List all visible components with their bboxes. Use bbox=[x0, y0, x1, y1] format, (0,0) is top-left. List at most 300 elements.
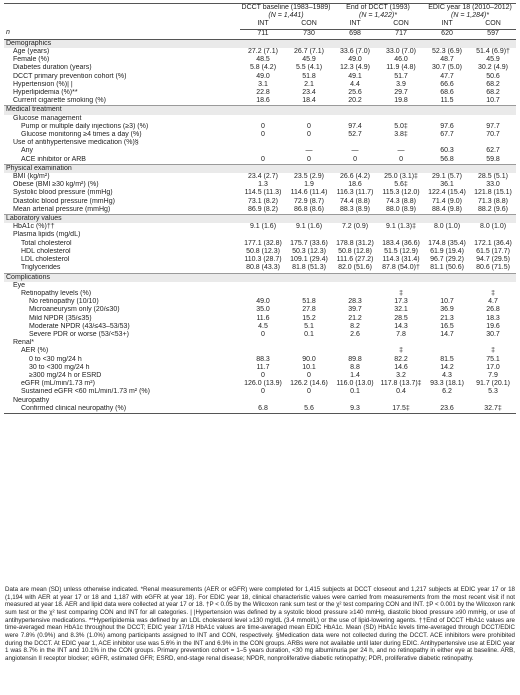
table-cell: 47.7 bbox=[440, 72, 454, 80]
table-cell: 121.8 (15.1) bbox=[474, 189, 512, 197]
table-cell: 18.4 bbox=[302, 97, 316, 105]
n-value: 711 bbox=[240, 29, 286, 39]
table-cell bbox=[378, 282, 424, 290]
table-cell: 10.1 bbox=[302, 363, 316, 371]
table-cell bbox=[332, 231, 378, 239]
table-cell bbox=[424, 290, 470, 298]
table-cell bbox=[286, 282, 332, 290]
table-cell: 66.6 bbox=[440, 80, 454, 88]
table-cell: 17.5‡ bbox=[378, 405, 424, 414]
table-row bbox=[4, 56, 516, 64]
header-group-2 bbox=[424, 4, 516, 21]
table-cell: 12.3 (4.9) bbox=[340, 64, 370, 72]
table-cell: 178.8 (31.2) bbox=[336, 239, 374, 247]
table-cell: 16.5 bbox=[440, 322, 454, 330]
row-label: Confirmed clinical neuropathy (%) bbox=[4, 405, 240, 414]
table-cell: 174.8 (35.4) bbox=[428, 239, 466, 247]
table-cell: 49.0 bbox=[256, 298, 270, 306]
table-cell bbox=[332, 339, 378, 347]
table-cell: 0 bbox=[307, 155, 311, 163]
table-cell: 18.6 bbox=[348, 181, 362, 189]
table-row bbox=[4, 89, 516, 97]
table-cell: 114.5 (11.3) bbox=[244, 189, 282, 197]
table-row bbox=[4, 380, 516, 388]
arm-header: CON bbox=[286, 20, 332, 29]
table-cell: 114.3 (31.4) bbox=[382, 256, 420, 264]
table-cell: 67.7 bbox=[440, 131, 454, 139]
table-cell: 33.0 (7.0) bbox=[386, 48, 416, 56]
table-cell: 20.2 bbox=[348, 97, 362, 105]
row-label: Retinopathy levels (%) bbox=[21, 289, 92, 297]
table-cell: 46.0 bbox=[394, 56, 408, 64]
table-cell bbox=[378, 231, 424, 239]
row-label: Triglycerides bbox=[21, 264, 61, 272]
n-value: 597 bbox=[470, 29, 516, 39]
table-cell bbox=[470, 282, 516, 290]
table-cell: 0 bbox=[353, 155, 357, 163]
table-cell bbox=[286, 347, 332, 355]
table-cell bbox=[240, 339, 286, 347]
table-cell: 36.1 bbox=[440, 181, 454, 189]
header-group-2-label: EDIC year 18 (2010–2012) bbox=[428, 4, 512, 11]
table-cell: 27.8 bbox=[302, 306, 316, 314]
table-cell: 89.8 bbox=[348, 355, 362, 363]
table-cell bbox=[332, 347, 378, 355]
section-header-row bbox=[4, 273, 516, 282]
table-cell: 21.2 bbox=[348, 314, 362, 322]
table-cell: 35.0 bbox=[256, 306, 270, 314]
table-cell bbox=[378, 115, 424, 123]
table-cell bbox=[286, 139, 332, 147]
table-cell: 126.0 (13.9) bbox=[244, 380, 282, 388]
arm-header: INT bbox=[240, 20, 286, 29]
arm-header: INT bbox=[424, 20, 470, 29]
table-cell: 18.3 bbox=[486, 314, 500, 322]
table-cell: ‡ bbox=[491, 347, 495, 355]
arm-header: CON bbox=[470, 20, 516, 29]
table-cell: 5.1 bbox=[304, 322, 314, 330]
table-cell: 0 bbox=[307, 122, 311, 130]
table-cell: 5.6‡ bbox=[394, 181, 408, 189]
table-row bbox=[4, 198, 516, 206]
table-cell: 22.8 bbox=[256, 89, 270, 97]
table-cell bbox=[240, 397, 286, 405]
table-header bbox=[4, 4, 516, 40]
table-body bbox=[4, 39, 516, 413]
table-row bbox=[4, 356, 516, 364]
table-cell: 94.7 (29.5) bbox=[476, 256, 510, 264]
table-cell bbox=[424, 231, 470, 239]
table-cell bbox=[378, 339, 424, 347]
row-label: 0 to <30 mg/24 h bbox=[29, 355, 82, 363]
table-cell: 51.8 bbox=[302, 72, 316, 80]
row-label: ACE inhibitor or ARB bbox=[21, 155, 86, 163]
table-cell: 19.6 bbox=[486, 322, 500, 330]
table-cell: 5.6 bbox=[286, 405, 332, 414]
table-cell: 71.3 (8.8) bbox=[478, 197, 508, 205]
table-row bbox=[4, 240, 516, 248]
table-cell: 25.6 bbox=[348, 89, 362, 97]
table-cell: 5.3 bbox=[488, 388, 498, 396]
row-label: eGFR (mL/min/1.73 m²) bbox=[21, 380, 95, 388]
table-cell: 6.2 bbox=[442, 388, 452, 396]
row-label: Diabetes duration (years) bbox=[13, 64, 92, 72]
table-cell: 8.8 bbox=[350, 363, 360, 371]
table-cell: 2.6 bbox=[350, 330, 360, 338]
table-cell: 0.1 bbox=[304, 330, 314, 338]
table-cell bbox=[424, 139, 470, 147]
table-cell: 111.6 (27.2) bbox=[336, 256, 374, 264]
table-cell: 10.7 bbox=[440, 298, 454, 306]
table-cell: 4.5 bbox=[258, 322, 268, 330]
row-label: Obese (BMI ≥30 kg/m²) (%) bbox=[13, 181, 99, 189]
table-cell bbox=[470, 139, 516, 147]
table-cell: 28.3 bbox=[348, 298, 362, 306]
table-cell bbox=[378, 139, 424, 147]
table-row bbox=[4, 388, 516, 396]
table-cell: 172.1 (36.4) bbox=[474, 239, 512, 247]
row-label: Plasma lipids (mg/dL) bbox=[13, 231, 81, 239]
section-header: Laboratory values bbox=[4, 215, 516, 224]
table-cell: 26.6 (4.2) bbox=[340, 173, 370, 181]
table-cell: 14.6 bbox=[394, 363, 408, 371]
table-cell: 81.5 bbox=[440, 355, 454, 363]
table-cell: — bbox=[397, 147, 405, 155]
table-cell: 7.2 (0.9) bbox=[341, 223, 369, 231]
table-cell: 114.6 (11.4) bbox=[290, 189, 328, 197]
row-label: Eye bbox=[13, 281, 26, 289]
table-cell bbox=[424, 115, 470, 123]
row-label: BMI (kg/m²) bbox=[13, 173, 50, 181]
row-label: Sustained eGFR <60 mL/min/1.73 m² (%) bbox=[21, 388, 150, 396]
table-cell bbox=[240, 147, 286, 155]
table-cell: 28.5 (5.1) bbox=[478, 173, 508, 181]
section-header-row bbox=[4, 106, 516, 115]
table-cell: 51.4 (6.9)† bbox=[476, 48, 510, 56]
header-group-0-label: DCCT baseline (1983–1989) bbox=[241, 4, 331, 11]
table-row bbox=[4, 256, 516, 264]
table-row bbox=[4, 364, 516, 372]
table-cell: 60.3 bbox=[440, 147, 454, 155]
table-cell: 29.7 bbox=[394, 89, 408, 97]
table-cell: 0 bbox=[307, 131, 311, 139]
table-cell bbox=[286, 339, 332, 347]
table-cell: 74.4 (8.8) bbox=[340, 197, 370, 205]
table-cell: 9.1 (1.3)‡ bbox=[386, 223, 416, 231]
table-cell: 2.1 bbox=[304, 80, 314, 88]
table-cell: 9.1 (1.6) bbox=[249, 223, 277, 231]
table-cell: ‡ bbox=[399, 347, 403, 355]
table-cell: 26.8 bbox=[486, 306, 500, 314]
table-cell: 7.8 bbox=[396, 330, 406, 338]
table-cell bbox=[332, 139, 378, 147]
table-cell: 0 bbox=[261, 330, 265, 338]
table-cell bbox=[332, 115, 378, 123]
table-cell: 0 bbox=[261, 131, 265, 139]
table-cell bbox=[470, 231, 516, 239]
table-cell: — bbox=[305, 147, 313, 155]
table-cell: 88.2 (9.6) bbox=[478, 205, 508, 213]
table-cell: 80.6 (71.5) bbox=[476, 264, 510, 272]
table-cell: 110.3 (28.7) bbox=[244, 256, 282, 264]
n-value: 620 bbox=[424, 29, 470, 39]
table-cell bbox=[240, 139, 286, 147]
table-cell: 48.7 bbox=[440, 56, 454, 64]
table-cell: 15.2 bbox=[302, 314, 316, 322]
row-label: Mild NPDR (35/≤35) bbox=[29, 314, 92, 322]
table-row bbox=[4, 115, 516, 123]
row-label: 30 to <300 mg/24 h bbox=[29, 363, 90, 371]
table-cell bbox=[470, 397, 516, 405]
table-cell: 11.5 bbox=[440, 97, 454, 105]
row-label: HbA1c (%)†† bbox=[13, 223, 55, 231]
table-cell: 75.1 bbox=[486, 355, 500, 363]
table-cell: 10.7 bbox=[486, 97, 500, 105]
table-cell: 175.7 (33.6) bbox=[290, 239, 328, 247]
table-cell: 122.4 (15.4) bbox=[428, 189, 466, 197]
table-cell: 8.2 bbox=[350, 322, 360, 330]
table-cell: 81.8 (51.3) bbox=[292, 264, 326, 272]
table-cell: 97.4 bbox=[348, 122, 362, 130]
table-cell: 115.3 (12.0) bbox=[382, 189, 420, 197]
table-cell bbox=[424, 339, 470, 347]
table-cell bbox=[470, 339, 516, 347]
table-cell: 97.6 bbox=[440, 122, 454, 130]
table-cell: 4.3 bbox=[442, 371, 452, 379]
table-cell: 96.7 (29.2) bbox=[430, 256, 464, 264]
table-cell: 19.8 bbox=[394, 97, 408, 105]
table-cell: 17.3 bbox=[394, 298, 408, 306]
table-row bbox=[4, 290, 516, 298]
row-label: Age (years) bbox=[13, 48, 50, 56]
table-cell: 32.1 bbox=[394, 306, 408, 314]
table-row bbox=[4, 173, 516, 181]
row-label: LDL cholesterol bbox=[21, 256, 70, 264]
n-value: 730 bbox=[286, 29, 332, 39]
table-cell: 36.9 bbox=[440, 306, 454, 314]
section-header-row bbox=[4, 164, 516, 173]
table-cell: 0.4 bbox=[396, 388, 406, 396]
row-label: Diastolic blood pressure (mmHg) bbox=[13, 197, 115, 205]
table-cell: 51.5 (12.9) bbox=[384, 247, 418, 255]
table-cell: 50.8 (12.8) bbox=[338, 247, 372, 255]
table-row bbox=[4, 206, 516, 215]
table-cell: 50.3 (12.3) bbox=[292, 247, 326, 255]
table-cell: 0 bbox=[261, 371, 265, 379]
table-row bbox=[4, 189, 516, 197]
table-cell: 11.6 bbox=[256, 314, 270, 322]
table-cell: — bbox=[351, 147, 359, 155]
row-label: Severe PDR or worse (53/<53+) bbox=[29, 330, 129, 338]
row-label: Glucose management bbox=[13, 114, 82, 122]
table-cell: 80.8 (43.3) bbox=[246, 264, 280, 272]
row-label: Use of antihypertensive medication (%)§ bbox=[13, 139, 139, 147]
row-label: AER (%) bbox=[21, 347, 49, 355]
table-cell: 61.9 (19.4) bbox=[430, 247, 464, 255]
table-row bbox=[4, 73, 516, 81]
table-cell: 116.0 (13.0) bbox=[336, 380, 374, 388]
table-cell: 49.1 bbox=[348, 72, 362, 80]
table-cell bbox=[332, 282, 378, 290]
table-row bbox=[4, 339, 516, 347]
table-cell: 6.8 bbox=[240, 405, 286, 414]
table-cell: 7.9 bbox=[488, 371, 498, 379]
table-cell: 18.6 bbox=[256, 97, 270, 105]
row-label: Microaneurysm only (20/≤30) bbox=[29, 306, 120, 314]
table-cell: 51.7 bbox=[394, 72, 408, 80]
table-cell: 97.7 bbox=[486, 122, 500, 130]
table-cell: 86.9 (8.2) bbox=[248, 205, 278, 213]
section-header-row bbox=[4, 215, 516, 224]
table-cell: 88.3 bbox=[256, 355, 270, 363]
row-label: HDL cholesterol bbox=[21, 247, 71, 255]
table-cell: 32.7‡ bbox=[470, 405, 516, 414]
table-row bbox=[4, 223, 516, 231]
table-cell bbox=[424, 282, 470, 290]
table-cell: 49.0 bbox=[256, 72, 270, 80]
table-cell: 4.4 bbox=[350, 80, 360, 88]
row-label: Current cigarette smoking (%) bbox=[13, 97, 106, 105]
table-cell: 14.3 bbox=[394, 322, 408, 330]
table-cell: 49.0 bbox=[348, 56, 362, 64]
table-cell: 116.3 (11.7) bbox=[336, 189, 374, 197]
table-cell bbox=[240, 347, 286, 355]
table-cell: 93.3 (18.1) bbox=[430, 380, 464, 388]
row-label: No retinopathy (10/10) bbox=[29, 298, 99, 306]
row-label: Mean arterial pressure (mmHg) bbox=[13, 205, 111, 213]
row-label: Total cholesterol bbox=[21, 239, 72, 247]
row-label: Any bbox=[21, 147, 34, 155]
table-cell: 5.8 (4.2) bbox=[249, 64, 277, 72]
row-label: Glucose monitoring ≥4 times a day (%) bbox=[21, 131, 142, 139]
table-cell bbox=[424, 347, 470, 355]
header-group-1-n: (N = 1,422)* bbox=[359, 12, 397, 20]
header-group-0 bbox=[240, 4, 332, 21]
table-cell: 177.1 (32.8) bbox=[244, 239, 282, 247]
n-value: 698 bbox=[332, 29, 378, 39]
table-cell bbox=[240, 290, 286, 298]
table-row bbox=[4, 282, 516, 290]
section-header: Complications bbox=[4, 273, 516, 282]
table-cell bbox=[378, 397, 424, 405]
table-cell: 126.2 (14.6) bbox=[290, 380, 328, 388]
table-row bbox=[4, 131, 516, 139]
table-cell: 3.2 bbox=[396, 371, 406, 379]
row-label: Hyperlipidemia (%)** bbox=[13, 89, 78, 97]
row-label: Moderate NPDR (43/≤43–53/53) bbox=[29, 322, 130, 330]
table-cell: 45.9 bbox=[486, 56, 500, 64]
table-row bbox=[4, 347, 516, 355]
table-row bbox=[4, 81, 516, 89]
table-cell: 23.5 (2.9) bbox=[294, 173, 324, 181]
table-cell: 68.6 bbox=[440, 89, 454, 97]
section-header: Demographics bbox=[4, 39, 516, 48]
table-cell: 183.4 (36.6) bbox=[382, 239, 420, 247]
table-row bbox=[4, 323, 516, 331]
table-cell: 73.1 (8.2) bbox=[248, 197, 278, 205]
table-cell: 82.2 bbox=[394, 355, 408, 363]
table-cell: 48.5 bbox=[256, 56, 270, 64]
table-cell bbox=[286, 397, 332, 405]
table-cell: 1.9 bbox=[304, 181, 314, 189]
table-cell: 5.5 (4.1) bbox=[295, 64, 323, 72]
table-cell: 52.3 (6.9) bbox=[432, 48, 462, 56]
table-cell: 1.3 bbox=[258, 181, 268, 189]
row-label: Pump or multiple daily injections (≥3) (%) bbox=[21, 122, 149, 130]
table-cell: 28.5 bbox=[394, 314, 408, 322]
table-cell: 87.8 (54.0)† bbox=[382, 264, 420, 272]
table-cell: 68.2 bbox=[486, 80, 500, 88]
table-cell: 88.4 (9.8) bbox=[432, 205, 462, 213]
table-cell: 23.4 (2.7) bbox=[248, 173, 278, 181]
table-cell bbox=[424, 397, 470, 405]
table-cell: 0 bbox=[307, 371, 311, 379]
row-label: Systolic blood pressure (mmHg) bbox=[13, 189, 113, 197]
table-cell: 3.1 bbox=[258, 80, 268, 88]
table-cell: 39.7 bbox=[348, 306, 362, 314]
table-cell: 14.7 bbox=[440, 330, 454, 338]
table-cell: 74.3 (8.8) bbox=[386, 197, 416, 205]
characteristics-table bbox=[4, 3, 516, 414]
table-cell: 30.2 (4.9) bbox=[478, 64, 508, 72]
table-row bbox=[4, 397, 516, 405]
table-row bbox=[4, 248, 516, 256]
table-cell: 33.6 (7.0) bbox=[340, 48, 370, 56]
table-cell: 70.7 bbox=[486, 131, 500, 139]
table-cell: 8.0 (1.0) bbox=[433, 223, 461, 231]
table-cell: 17.0 bbox=[486, 363, 500, 371]
table-row bbox=[4, 147, 516, 155]
header-group-2-n: (N = 1,284)* bbox=[451, 12, 489, 20]
table-cell: 33.0 bbox=[486, 181, 500, 189]
header-group-0-n: (N = 1,441) bbox=[268, 12, 304, 20]
table-row bbox=[4, 306, 516, 314]
table-cell: 3.8‡ bbox=[394, 131, 408, 139]
table-cell: 56.8 bbox=[440, 155, 454, 163]
header-group-1-label: End of DCCT (1993) bbox=[346, 4, 410, 11]
table-cell: 61.5 (17.7) bbox=[476, 247, 510, 255]
n-value: 717 bbox=[378, 29, 424, 39]
table-cell: 4.7 bbox=[488, 298, 498, 306]
table-cell: 68.2 bbox=[486, 89, 500, 97]
table-row bbox=[4, 298, 516, 306]
table-cell: 11.9 (4.8) bbox=[386, 64, 416, 72]
table-cell: 72.9 (8.7) bbox=[294, 197, 324, 205]
table-cell: 109.1 (29.4) bbox=[290, 256, 328, 264]
row-label: Hypertension (%)| | bbox=[13, 80, 73, 88]
table-footnote: Data are mean (SD) unless otherwise indicated. *Renal measurements (AER or eGFR) were completed for 1,415 subjects at DCCT closeout and 1,217 subjects at EDIC year 17 or 18 (1,194 with AER at year 17 or 18 and 1,187 with eGFR at year 18). For EDIC year 18, clinical characteristic values were carried from measurements from the most recent visit if not measured at year 18. AER and lipid data were collected at year 17 or 18. †P < 0.05 by the Wilcoxon rank sum test or the χ² test comparing CON and INT. ‡P < 0.001 by the Wilcoxon rank sum test or the χ² test comparing CON and INT for all categories. | |Hypertension was defined by a systolic blood pressure ≥140 mmHg, diastolic blood pressure ≥90 mmHg, or use of antihypertensive medications. **Hyperlipidemia was defined by an LDL cholesterol level ≥130 mg/dL (3.4 mmol/L) or the use of lipid-lowering agents. ††End of DCCT HbA1c values are time-averaged mean HbA1c throughout the DCCT; EDIC year 17/18 HbA1c values are time-averaged mean EDIC HbA1c. Mean (SD) HbA1c levels time-averaged through DCCT/EDIC were 7.8% (0.9%) and 8.3% (1.0%) among participants assigned to INT and CON, respectively. §Medication data were not collected during the DCCT. ACE inhibitors were prohibited during the DCCT. At EDIC year 1, ACE inhibitor use was 5.6% in the INT and 6.9% in the CON groups. ARBs were not available until later during EDIC. Antihypertensive use at EDIC year 1 was 8.7% in the INT and 10.1% in the CON groups. Primary prevention cohort = 1–5 years duration, <30 mg albuminuria per 24 h, and no retinopathy in either eye at baseline. ARB, angiotensin II receptor blocker; eGFR, estimated GFR; ESRD, end-stage renal disease; NPDR, nonproliferative diabetic retinopathy; PDR, proliferative diabetic retinopathy. bbox=[5, 586, 515, 662]
table-cell: 30.7 bbox=[486, 330, 500, 338]
table-cell: 27.2 (7.1) bbox=[248, 48, 278, 56]
table-cell: ‡ bbox=[399, 289, 403, 297]
table-cell: 30.7 (5.0) bbox=[432, 64, 462, 72]
table-cell: 81.1 (50.6) bbox=[430, 264, 464, 272]
table-row bbox=[4, 48, 516, 56]
table-row bbox=[4, 64, 516, 72]
table-row bbox=[4, 123, 516, 131]
table-cell: 23.4 bbox=[302, 89, 316, 97]
row-label: Neuropathy bbox=[13, 396, 50, 404]
table-cell: 0.1 bbox=[350, 388, 360, 396]
table-cell bbox=[332, 397, 378, 405]
arm-header: INT bbox=[332, 20, 378, 29]
table-cell: 0 bbox=[399, 155, 403, 163]
table-row bbox=[4, 264, 516, 273]
n-label: n bbox=[4, 29, 240, 39]
section-header-row bbox=[4, 39, 516, 48]
section-header: Medical treatment bbox=[4, 106, 516, 115]
table-cell bbox=[286, 231, 332, 239]
